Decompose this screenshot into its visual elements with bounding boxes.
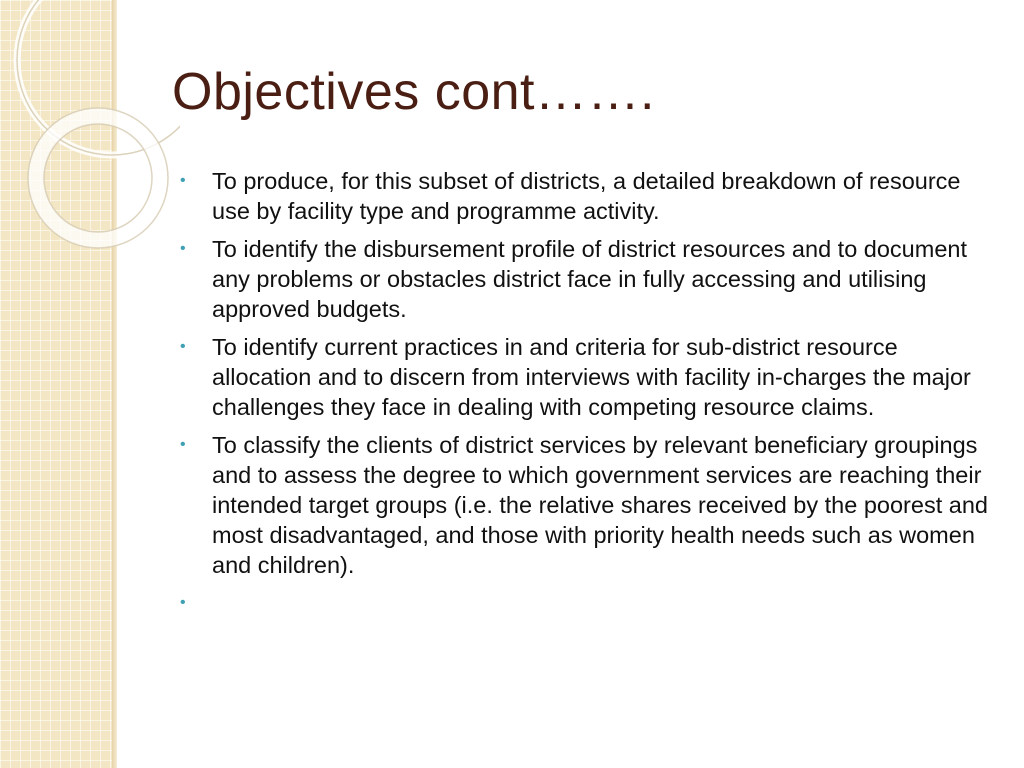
bullet-item xyxy=(180,430,990,580)
bullet-item xyxy=(180,166,990,226)
bullet-dot-icon: • xyxy=(180,338,186,355)
bullet-list xyxy=(180,166,990,611)
bullet-text: To produce, for this subset of districts, a detailed breakdown of resource use by facility type and programme activity. xyxy=(212,168,961,224)
decorative-side-band xyxy=(0,0,112,768)
side-band-edge xyxy=(112,0,117,768)
bullet-text: To identify the disbursement profile of district resources and to document any problems or obstacles district face in fully accessing and utilising approved budgets. xyxy=(212,236,967,322)
bullet-text: To identify current practices in and criteria for sub-district resource allocation and to discern from interviews with facility in-charges the major challenges they face in dealing with competing resource claims. xyxy=(212,334,971,420)
bullet-dot-icon: • xyxy=(180,436,186,453)
bullet-dot-icon: • xyxy=(180,594,186,611)
bullet-dot-icon: • xyxy=(180,240,186,257)
bullet-item xyxy=(180,332,990,422)
slide-title: Objectives cont……. xyxy=(172,63,655,121)
bullet-text: To classify the clients of district services by relevant beneficiary groupings and to assess the degree to which government services are reaching their intended target groups (i.e. the relative shares received by the poorest and most disadvantaged, and those with priority health needs such as women and children). xyxy=(212,432,988,578)
bullet-item xyxy=(180,234,990,324)
bullet-dot-icon: • xyxy=(180,172,186,189)
